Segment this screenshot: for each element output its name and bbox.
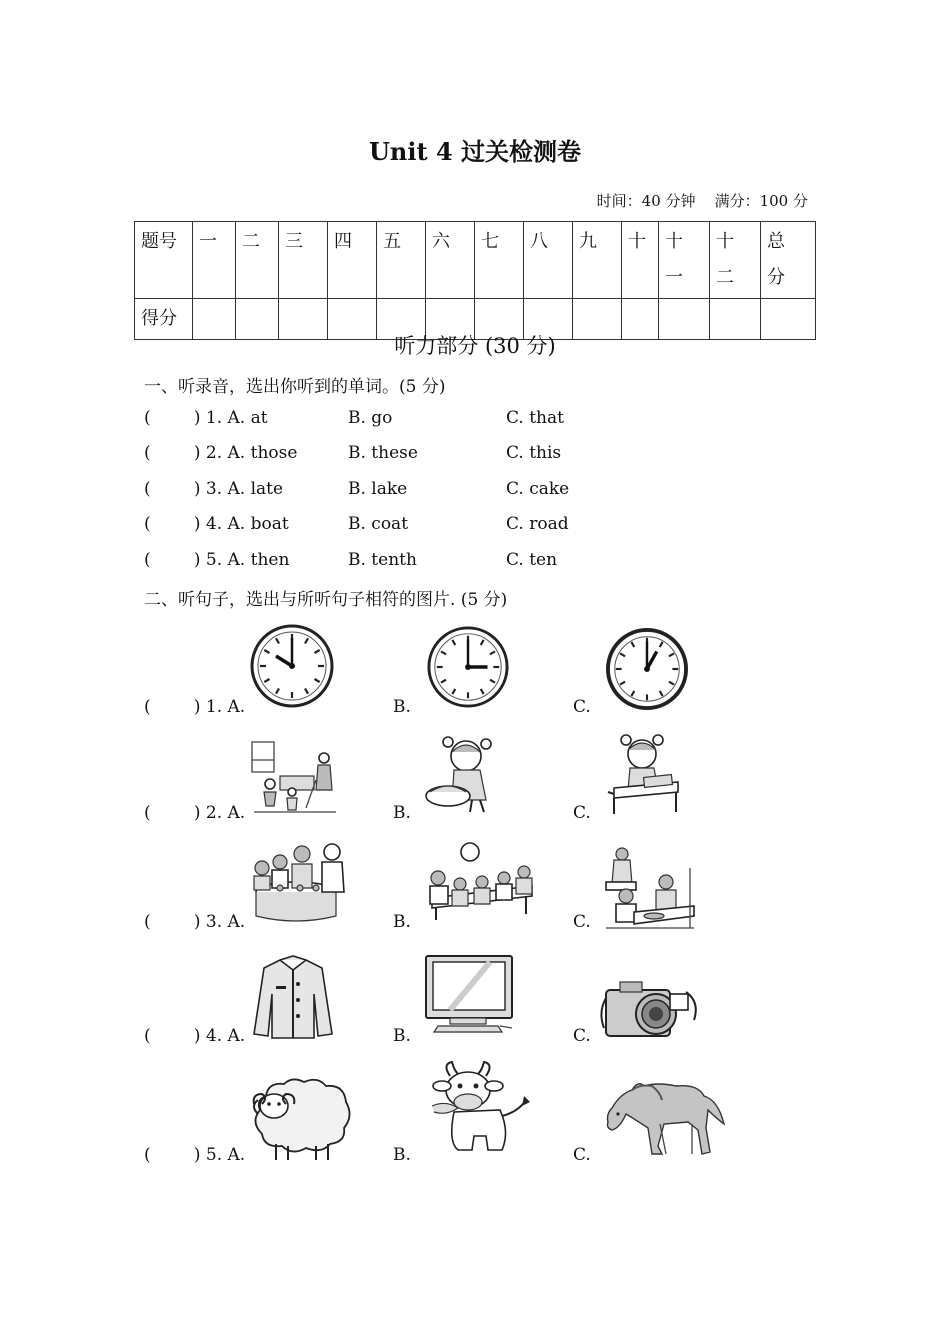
part2-q5-b: B. xyxy=(393,1145,411,1165)
clock-ten-icon xyxy=(250,624,334,708)
score-cell-9: 九 xyxy=(573,222,622,299)
cow-icon xyxy=(428,1060,532,1156)
score-cell-6: 六 xyxy=(426,222,475,299)
page-title: Unit 4 过关检测卷 xyxy=(369,137,581,166)
part1-q5-c: C. ten xyxy=(506,550,558,570)
part1-q1-c: C. that xyxy=(506,408,564,428)
part1-q5: ( ) 5. A. then xyxy=(144,550,290,570)
part2-q2-b: B. xyxy=(393,803,411,823)
score-cell-total: 总 分 xyxy=(761,222,816,299)
horse-icon xyxy=(600,1074,728,1158)
clock-twelve-icon xyxy=(606,628,688,710)
clock-three-icon xyxy=(426,626,510,708)
score-cell-4: 四 xyxy=(328,222,377,299)
score-cell-2: 二 xyxy=(236,222,279,299)
part1-q2-b: B. these xyxy=(348,443,418,463)
score-row-label: 得分 xyxy=(135,299,193,340)
part1-q4-b: B. coat xyxy=(348,514,409,534)
part2-q1: ( ) 1. A. xyxy=(144,697,246,717)
part1-q3: ( ) 3. A. late xyxy=(144,479,284,499)
score-cell-11: 十 一 xyxy=(659,222,710,299)
part2-q5-c: C. xyxy=(573,1145,591,1165)
girl-reading-icon xyxy=(604,732,684,816)
part2-q4-c: C. xyxy=(573,1026,591,1046)
family-dinner-icon xyxy=(250,842,346,922)
monitor-icon xyxy=(420,954,514,1036)
part2-q1-b: B. xyxy=(393,697,411,717)
part1-q1-b: B. go xyxy=(348,408,393,428)
part2-q3-c: C. xyxy=(573,912,591,932)
sheep-icon xyxy=(248,1076,352,1162)
part1-q5-b: B. tenth xyxy=(348,550,417,570)
part1-heading: 一、听录音，选出你听到的单词。(5 分) xyxy=(144,377,446,397)
score-cell-10: 十 xyxy=(622,222,659,299)
part2-q2: ( ) 2. A. xyxy=(144,803,246,823)
score-table xyxy=(134,221,816,340)
jacket-icon xyxy=(250,954,336,1040)
part2-q5: ( ) 5. A. xyxy=(144,1145,246,1165)
score-cell-label: 题号 xyxy=(135,222,193,299)
part2-heading: 二、听句子，选出与所听句子相符的图片. (5 分) xyxy=(144,590,508,610)
score-cell-3: 三 xyxy=(279,222,328,299)
exam-meta: 时间：40 分钟 满分：100 分 xyxy=(596,192,808,210)
part2-q1-c: C. xyxy=(573,697,591,717)
score-table-header-row xyxy=(135,222,816,299)
part2-q4: ( ) 4. A. xyxy=(144,1026,246,1046)
part1-q3-b: B. lake xyxy=(348,479,408,499)
camera-icon xyxy=(596,972,700,1042)
part1-q2: ( ) 2. A. those xyxy=(144,443,298,463)
part1-q1: ( ) 1. A. at xyxy=(144,408,268,428)
part2-q4-b: B. xyxy=(393,1026,411,1046)
score-cell-7: 七 xyxy=(475,222,524,299)
cleaning-room-icon xyxy=(250,740,340,816)
part2-q3-b: B. xyxy=(393,912,411,932)
part1-q4: ( ) 4. A. boat xyxy=(144,514,289,534)
score-cell-8: 八 xyxy=(524,222,573,299)
score-cell-5: 五 xyxy=(377,222,426,299)
score-cell-1: 一 xyxy=(193,222,236,299)
section-title: 听力部分 (30 分) xyxy=(394,334,556,358)
part1-q4-c: C. road xyxy=(506,514,569,534)
family-kitchen-icon xyxy=(604,846,696,930)
part1-q3-c: C. cake xyxy=(506,479,570,499)
part1-q2-c: C. this xyxy=(506,443,562,463)
moon-party-icon xyxy=(426,842,538,922)
part2-q3: ( ) 3. A. xyxy=(144,912,246,932)
part2-q2-c: C. xyxy=(573,803,591,823)
girl-washing-icon xyxy=(418,734,494,814)
score-cell-12: 十 二 xyxy=(710,222,761,299)
